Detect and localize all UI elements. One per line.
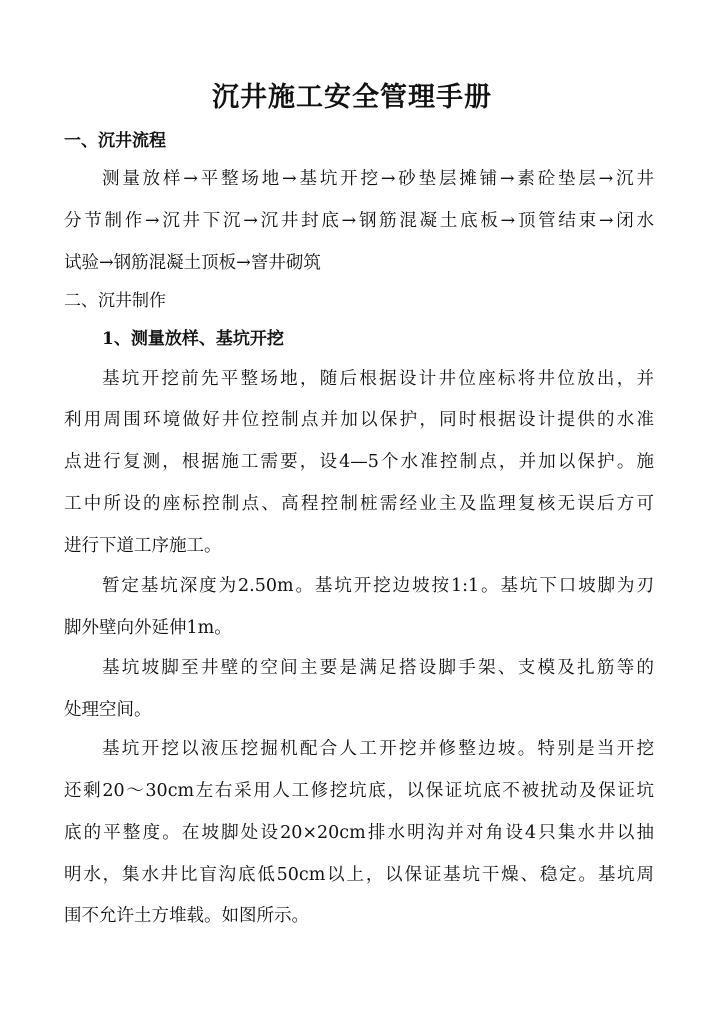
subsection-heading-survey: 1、测量放样、基坑开挖 bbox=[102, 329, 284, 349]
para1-line-4: 工中所设的座标控制点、高程控制桩需经业主及监理复核无误后方可 bbox=[64, 494, 654, 514]
document-title: 沉井施工安全管理手册 bbox=[212, 82, 492, 113]
para2-line-1: 暂定基坑深度为2.50m。基坑开挖边坡按1:1。基坑下口坡脚为刃 bbox=[102, 576, 654, 596]
section-heading-process: 一、沉井流程 bbox=[64, 131, 166, 151]
para1-line-3: 点进行复测，根据施工需要，设4—5个水准控制点，并加以保护。施 bbox=[64, 452, 654, 472]
para1-line-5: 进行下道工序施工。 bbox=[64, 536, 222, 556]
para1-line-1: 基坑开挖前先平整场地，随后根据设计井位座标将井位放出，并 bbox=[102, 369, 654, 389]
para4-line-3: 底的平整度。在坡脚处设20×20cm排水明沟并对角设4只集水井以抽 bbox=[64, 823, 654, 843]
para4-line-1: 基坑开挖以液压挖掘机配合人工开挖并修整边坡。特别是当开挖 bbox=[102, 739, 654, 759]
para2-line-2: 脚外壁向外延伸1m。 bbox=[64, 618, 232, 638]
para3-line-2: 处理空间。 bbox=[64, 700, 152, 720]
para4-line-5: 围不允许土方堆载。如图所示。 bbox=[64, 906, 309, 926]
process-line-1: 测量放样→平整场地→基坑开挖→砂垫层摊铺→素砼垫层→沉井 bbox=[102, 169, 654, 189]
process-line-3: 试验→钢筋混凝土顶板→窨井砌筑 bbox=[64, 253, 321, 273]
para4-line-2: 还剩20～30cm左右采用人工修挖坑底，以保证坑底不被扰动及保证坑 bbox=[64, 781, 654, 801]
para3-line-1: 基坑坡脚至井壁的空间主要是满足搭设脚手架、支模及扎筋等的 bbox=[102, 658, 654, 678]
para1-line-2: 利用周围环境做好井位控制点并加以保护，同时根据设计提供的水准 bbox=[64, 410, 654, 430]
section-heading-fabrication: 二、沉井制作 bbox=[64, 291, 166, 311]
para4-line-4: 明水，集水井比盲沟底低50cm以上，以保证基坑干燥、稳定。基坑周 bbox=[64, 865, 654, 885]
process-line-2: 分节制作→沉井下沉→沉井封底→钢筋混凝土底板→顶管结束→闭水 bbox=[64, 211, 654, 231]
